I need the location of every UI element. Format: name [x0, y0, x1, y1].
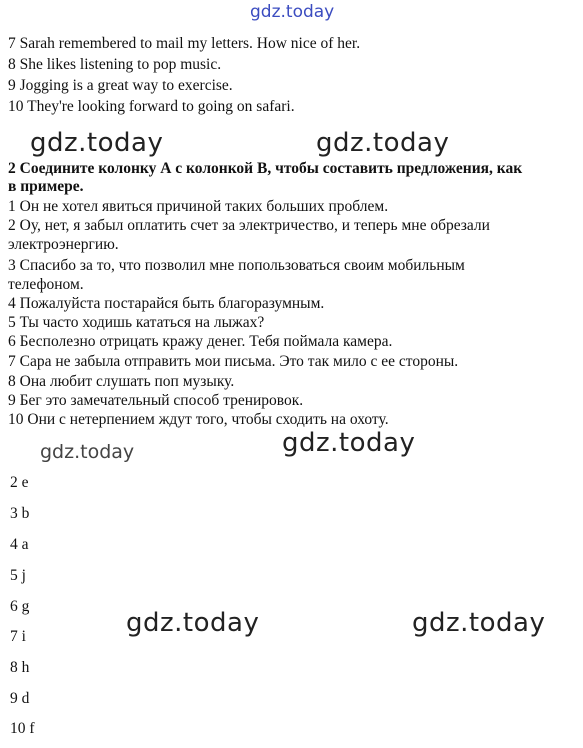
translation-line: 9 Бег это замечательный способ тренировок.	[8, 392, 304, 409]
translation-line: 7 Сара не забыла отправить мои письма. Это так мило с ее стороны.	[8, 353, 459, 370]
answer-item: 2 e	[10, 474, 29, 491]
translation-line: 6 Бесполезно отрицать кражу денег. Тебя поймала камера.	[8, 333, 393, 350]
answer-item: 10 f	[10, 720, 35, 737]
watermark: gdz.today	[30, 128, 164, 158]
translation-line: 4 Пожалуйста постарайся быть благоразумным.	[8, 295, 325, 312]
translation-line: телефоном.	[8, 276, 84, 293]
watermark: gdz.today	[126, 608, 260, 638]
task-heading-cont: в примере.	[8, 178, 84, 195]
english-line: 9 Jogging is a great way to exercise.	[8, 77, 233, 94]
translation-line: 1 Он не хотел явиться причиной таких больших проблем.	[8, 198, 389, 215]
answer-item: 5 j	[10, 567, 26, 584]
translation-line: электроэнергию.	[8, 236, 119, 253]
translation-line: 8 Она любит слушать поп музыку.	[8, 373, 235, 390]
translation-line: 5 Ты часто ходишь кататься на лыжах?	[8, 314, 265, 331]
english-line: 8 She likes listening to pop music.	[8, 56, 222, 73]
answer-item: 8 h	[10, 659, 30, 676]
english-line: 10 They're looking forward to going on safari.	[8, 98, 295, 115]
answer-item: 6 g	[10, 598, 30, 615]
translation-line: 2 Оу, нет, я забыл оплатить счет за электричество, и теперь мне обрезали	[8, 217, 490, 234]
watermark: gdz.today	[412, 608, 546, 638]
answer-item: 7 i	[10, 628, 26, 645]
watermark: gdz.today	[316, 128, 450, 158]
translation-line: 3 Спасибо за то, что позволил мне попользоваться своим мобильным	[8, 257, 465, 274]
watermark: gdz.today	[40, 441, 135, 463]
watermark: gdz.today	[282, 428, 416, 458]
translation-line: 10 Они с нетерпением ждут того, чтобы сходить на охоту.	[8, 411, 389, 428]
answer-item: 4 a	[10, 536, 29, 553]
english-line: 7 Sarah remembered to mail my letters. How nice of her.	[8, 35, 361, 52]
task-heading: 2 Соедините колонку А с колонкой В, чтобы составить предложения, как	[8, 160, 523, 177]
watermark-top: gdz.today	[250, 2, 335, 22]
answer-item: 9 d	[10, 690, 30, 707]
answer-item: 3 b	[10, 505, 30, 522]
